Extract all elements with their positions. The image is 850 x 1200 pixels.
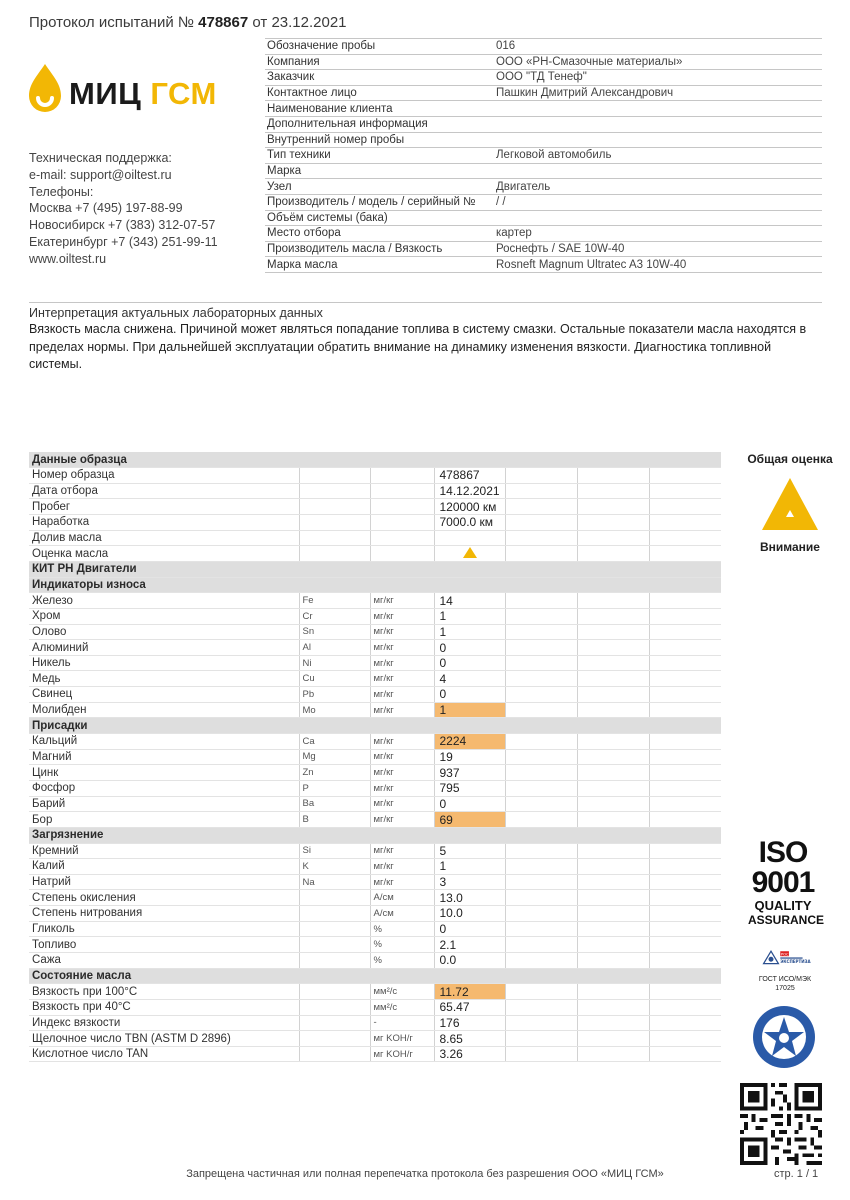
text-cell: K (299, 859, 370, 875)
text-cell: Оценка масла (29, 546, 299, 562)
table-row (29, 687, 721, 703)
text-cell: Кислотное число TAN (29, 1046, 299, 1062)
iso-9001-badge (748, 836, 825, 927)
info-row (265, 242, 822, 258)
text-cell: Номер образца (29, 468, 299, 484)
text-cell: Производитель / модель / серийный № (267, 196, 476, 209)
highlighted-value: 2224 (434, 734, 505, 750)
text-cell: 14 (434, 593, 505, 609)
table-row (29, 671, 721, 687)
table-row (29, 734, 721, 750)
text-cell: Пробег (29, 499, 299, 515)
phone-moscow: Москва +7 (495) 197-88-99 (29, 201, 183, 216)
text-cell: 0 (434, 687, 505, 703)
info-row (265, 257, 822, 273)
text-cell: Ca (299, 734, 370, 750)
text-cell: Цинк (29, 765, 299, 781)
text-cell: мм²/с (370, 984, 434, 1000)
text-cell: 120000 км (434, 499, 505, 515)
section-header-wear (29, 577, 721, 593)
text-cell: 13.0 (434, 890, 505, 906)
attention-triangle-icon (760, 476, 820, 532)
text-cell: 2.1 (434, 937, 505, 953)
text-cell: Степень нитрования (29, 906, 299, 922)
text-cell (434, 530, 505, 546)
protocol-number: 478867 (198, 14, 249, 31)
text-cell: картер (496, 227, 532, 240)
table-row (29, 499, 721, 515)
table-row (29, 796, 721, 812)
text-cell: 8.65 (434, 1031, 505, 1047)
info-row (265, 55, 822, 71)
table-row (29, 999, 721, 1015)
text-cell (299, 1015, 370, 1031)
text-cell: мг/кг (370, 780, 434, 796)
text-cell: A/см (370, 890, 434, 906)
text-cell: Хром (29, 608, 299, 624)
table-row (29, 593, 721, 609)
text-cell: Вязкость при 40°C (29, 999, 299, 1015)
text-cell: Fe (299, 593, 370, 609)
text-cell: Барий (29, 796, 299, 812)
website-link[interactable]: www.oiltest.ru (29, 251, 107, 266)
text-cell (299, 921, 370, 937)
phone-novosibirsk: Новосибирск +7 (383) 312-07-57 (29, 218, 216, 233)
text-cell: мг/кг (370, 859, 434, 875)
text-cell: КИТ РН Двигатели (29, 561, 721, 577)
text-cell: / / (496, 196, 506, 209)
text-cell (299, 1046, 370, 1062)
text-cell: A/см (370, 906, 434, 922)
table-row (29, 906, 721, 922)
table-row (29, 890, 721, 906)
table-row (29, 937, 721, 953)
interpretation-title: Интерпретация актуальных лабораторных данных (29, 306, 323, 320)
info-row (265, 117, 822, 133)
table-row (29, 1031, 721, 1047)
text-cell: Алюминий (29, 640, 299, 656)
text-cell: Rosneft Magnum Ultratec A3 10W-40 (496, 258, 687, 271)
text-cell (299, 953, 370, 969)
text-cell (299, 1031, 370, 1047)
footer-notice: Запрещена частичная или полная перепечатка протокола без разрешения ООО «МИЦ ГСМ» (186, 1168, 664, 1180)
text-cell: Na (299, 874, 370, 890)
text-cell: мг/кг (370, 702, 434, 718)
text-cell: 19 (434, 749, 505, 765)
text-cell: Дата отбора (29, 483, 299, 499)
text-cell: Кремний (29, 843, 299, 859)
text-cell: 1 (434, 624, 505, 640)
info-row (265, 101, 822, 117)
text-cell: Натрий (29, 874, 299, 890)
text-cell: ЭКСПЕРТИЗА (780, 959, 811, 964)
table-row (29, 546, 721, 562)
text-cell: 14.12.2021 (434, 483, 505, 499)
table-row (29, 640, 721, 656)
text-cell: Пашкин Дмитрий Александрович (496, 87, 674, 100)
section-header-contamination (29, 827, 721, 843)
text-cell: 176 (434, 1015, 505, 1031)
text-cell: 5 (434, 843, 505, 859)
text-cell: 0 (434, 921, 505, 937)
text-cell: ООО "ТД Тенеф" (496, 71, 587, 84)
text-cell: Щелочное число TBN (ASTM D 2896) (29, 1031, 299, 1047)
warning-triangle-icon (463, 547, 477, 558)
protocol-title (29, 14, 347, 31)
text-cell: Присадки (29, 718, 721, 734)
text-cell: мг KOH/г (370, 1031, 434, 1047)
text-cell: Роснефть / SAE 10W-40 (496, 243, 625, 256)
table-row (29, 1046, 721, 1062)
qr-code[interactable] (740, 1083, 822, 1165)
text-cell: % (370, 937, 434, 953)
table-row (29, 1015, 721, 1031)
text-cell: Mo (299, 702, 370, 718)
text-cell: P (299, 780, 370, 796)
text-cell: 3.26 (434, 1046, 505, 1062)
table-row (29, 483, 721, 499)
text-cell: Данные образца (29, 452, 721, 468)
support-email[interactable]: e-mail: support@oiltest.ru (29, 167, 172, 182)
table-row (29, 812, 721, 828)
support-heading: Техническая поддержка: (29, 151, 172, 165)
table-row (29, 702, 721, 718)
text-cell: Калий (29, 859, 299, 875)
highlighted-value: 69 (434, 812, 505, 828)
company-logo (27, 62, 257, 128)
oil-rating-cell (434, 546, 505, 562)
text-cell: Загрязнение (29, 827, 721, 843)
text-cell: Степень окисления (29, 890, 299, 906)
text-cell: Кальций (29, 734, 299, 750)
text-cell: Никель (29, 655, 299, 671)
text-cell: Mg (299, 749, 370, 765)
text-cell: 0.0 (434, 953, 505, 969)
text-cell: ООО «РН-Смазочные материалы» (496, 55, 683, 68)
text-cell: Производитель масла / Вязкость (267, 243, 443, 256)
text-cell (299, 937, 370, 953)
text-cell: % (370, 921, 434, 937)
table-row (29, 530, 721, 546)
text-cell: Индекс вязкости (29, 1015, 299, 1031)
overall-rating-label: Внимание (760, 540, 820, 554)
table-row (29, 843, 721, 859)
text-cell: мг/кг (370, 593, 434, 609)
info-row (265, 164, 822, 180)
text-cell: Al (299, 640, 370, 656)
registry-seal-icon (752, 1005, 816, 1069)
text-cell: мг/кг (370, 796, 434, 812)
highlighted-value: 1 (434, 702, 505, 718)
text-cell: МИЦ (69, 76, 142, 111)
text-cell: Сажа (29, 953, 299, 969)
text-cell: Марка (267, 165, 302, 178)
text-cell: 0 (434, 655, 505, 671)
text-cell: Тип техники (267, 149, 331, 162)
text-cell: 65.47 (434, 999, 505, 1015)
text-cell: Zn (299, 765, 370, 781)
text-cell: Вязкость при 100°C (29, 984, 299, 1000)
text-cell: мг/кг (370, 640, 434, 656)
text-cell: Узел (267, 180, 292, 193)
text-cell: 478867 (434, 468, 505, 484)
flame-drop-icon (27, 62, 63, 118)
gost-caption (740, 975, 830, 993)
page-number: стр. 1 / 1 (774, 1168, 819, 1180)
text-cell: Заказчик (267, 71, 315, 84)
text-cell (299, 984, 370, 1000)
text-cell: 0 (434, 796, 505, 812)
text-cell (299, 906, 370, 922)
text-cell: Ni (299, 655, 370, 671)
text-cell: Объём системы (бака) (267, 211, 388, 224)
text-cell: РОС (780, 952, 789, 957)
results-table (29, 452, 721, 1062)
logo-wordmark (69, 76, 217, 112)
text-cell: Внутренний номер пробы (267, 133, 405, 146)
text-cell: 7000.0 км (434, 515, 505, 531)
text-cell: 9001 (751, 866, 815, 899)
info-row (265, 226, 822, 242)
interpretation-text: Вязкость масла снижена. Причиной может являться попадание топлива в систему смазки. Остальные показатели масла находятся в пределах нормы. При дальнейшей эксплуатации обратить внимание на динамику изменения вязкости. Диагностика топливной системы. (29, 322, 807, 371)
ros-expertise-logo (751, 950, 817, 976)
text-cell: мг/кг (370, 687, 434, 703)
table-row (29, 874, 721, 890)
text-cell: ISO (758, 836, 808, 869)
text-cell: мг/кг (370, 812, 434, 828)
info-row (265, 179, 822, 195)
phone-ekaterinburg: Екатеринбург +7 (343) 251-99-11 (29, 234, 218, 249)
text-cell: мг KOH/г (370, 1046, 434, 1062)
text-cell: Долив масла (29, 530, 299, 546)
text-cell: 1 (434, 608, 505, 624)
overall-rating-title: Общая оценка (747, 452, 833, 466)
text-cell: 3 (434, 874, 505, 890)
text-cell: 016 (496, 40, 516, 53)
table-row (29, 859, 721, 875)
text-cell: 937 (434, 765, 505, 781)
text-cell: % (370, 953, 434, 969)
text-cell: мг/кг (370, 765, 434, 781)
text-cell: 17025 (775, 985, 795, 992)
text-cell: мг/кг (370, 624, 434, 640)
text-cell: мг/кг (370, 874, 434, 890)
info-row (265, 86, 822, 102)
text-cell: Компания (267, 55, 320, 68)
section-header-additives (29, 718, 721, 734)
text-cell: Олово (29, 624, 299, 640)
text-cell: Свинец (29, 687, 299, 703)
text-cell: Si (299, 843, 370, 859)
phones-heading: Телефоны: (29, 184, 94, 199)
text-cell: 795 (434, 780, 505, 796)
text-cell: мм²/с (370, 999, 434, 1015)
table-row (29, 780, 721, 796)
text-cell: ASSURANCE (748, 913, 825, 927)
table-row (29, 608, 721, 624)
text-cell: мг/кг (370, 843, 434, 859)
highlighted-value: 11.72 (434, 984, 505, 1000)
text-cell: Железо (29, 593, 299, 609)
text-cell: Cu (299, 671, 370, 687)
text-cell: Магний (29, 749, 299, 765)
text-cell: Двигатель (496, 180, 551, 193)
support-contacts (29, 150, 218, 268)
text-cell: Sn (299, 624, 370, 640)
protocol-date: от 23.12.2021 (252, 14, 347, 31)
table-row (29, 765, 721, 781)
info-row (265, 133, 822, 149)
section-header-kit (29, 561, 721, 577)
info-row (265, 148, 822, 164)
text-cell: Бор (29, 812, 299, 828)
table-row (29, 953, 721, 969)
info-row (265, 39, 822, 55)
text-cell: Место отбора (267, 227, 341, 240)
table-row (29, 468, 721, 484)
table-row (29, 624, 721, 640)
text-cell (299, 999, 370, 1015)
table-row (29, 984, 721, 1000)
text-cell: Молибден (29, 702, 299, 718)
info-row (265, 195, 822, 211)
text-cell: Наименование клиента (267, 102, 393, 115)
table-row (29, 655, 721, 671)
text-cell: Фосфор (29, 780, 299, 796)
info-row (265, 70, 822, 86)
text-cell: 10.0 (434, 906, 505, 922)
text-cell: - (370, 1015, 434, 1031)
text-cell: мг/кг (370, 734, 434, 750)
text-cell: Легковой автомобиль (496, 149, 612, 162)
section-header-condition (29, 968, 721, 984)
text-cell: мг/кг (370, 671, 434, 687)
text-cell: ГОСТ ИСО/МЭК (758, 976, 812, 983)
text-cell: Медь (29, 671, 299, 687)
table-row (29, 921, 721, 937)
text-cell: 4 (434, 671, 505, 687)
text-cell: Pb (299, 687, 370, 703)
text-cell: Гликоль (29, 921, 299, 937)
table-row (29, 515, 721, 531)
text-cell: Контактное лицо (267, 87, 357, 100)
text-cell: Обозначение пробы (267, 40, 376, 53)
text-cell: Протокол испытаний № (29, 14, 194, 31)
text-cell: B (299, 812, 370, 828)
text-cell: Дополнительная информация (267, 118, 428, 131)
text-cell: Состояние масла (29, 968, 721, 984)
text-cell: ГСМ (150, 76, 217, 111)
sample-info-table (265, 38, 822, 273)
text-cell (299, 890, 370, 906)
text-cell: Наработка (29, 515, 299, 531)
text-cell: Марка масла (267, 258, 338, 271)
text-cell: Ba (299, 796, 370, 812)
text-cell: мг/кг (370, 749, 434, 765)
info-row (265, 211, 822, 227)
interpretation-block (29, 302, 822, 374)
overall-rating (730, 452, 850, 554)
text-cell: Индикаторы износа (29, 577, 721, 593)
text-cell: QUALITY (754, 898, 812, 913)
text-cell: 1 (434, 859, 505, 875)
table-row (29, 749, 721, 765)
text-cell: Cr (299, 608, 370, 624)
text-cell: мг/кг (370, 608, 434, 624)
text-cell: мг/кг (370, 655, 434, 671)
section-header-sample (29, 452, 721, 468)
text-cell: 0 (434, 640, 505, 656)
text-cell: Топливо (29, 937, 299, 953)
